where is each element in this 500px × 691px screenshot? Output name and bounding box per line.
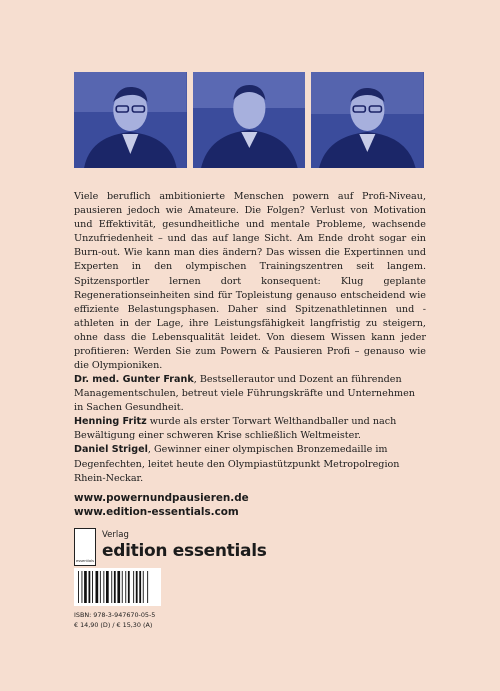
website-link-publisher[interactable]: www.edition-essentials.com xyxy=(74,506,239,518)
publisher-name: edition essentials xyxy=(102,541,267,561)
publisher-logo xyxy=(74,528,96,566)
author-photos xyxy=(74,72,424,168)
publisher-logo-text: essentials xyxy=(76,559,94,563)
blurb-text: Viele beruflich ambitionierte Menschen powern auf Profi-Niveau, pausieren jedoch wie Amateure. Die Folgen? Verlust von Motivation und Effektivität, gesundheitliche und mentale Probleme, wachsende Unzufriedenheit – und das auf lange Sicht. Am Ende droht sogar ein Burn-out. Wie kann man dies ändern? Das wissen die Expertinnen und Experten in den olympischen Trainingszentren seit langem. Spitzensportler lernen dort konsequent: Klug geplante Regenerationseinheiten sind für Topleistung genauso entscheidend wie effiziente Belastungsphasen. Daher sind Spitzenathletinnen und -athleten in der Lage, ihre Leistungsfähigkeit langfristig zu steigern, ohne dass die Lebensqualität leidet. Von diesem Wissen kann jeder profitieren: Werden Sie zum Powern & Pausieren Profi – genauso wie die Olympioniken. xyxy=(74,191,426,372)
bio-strigel xyxy=(74,443,426,485)
bio-text: , Bestsellerautor und Dozent an führenden Managementschulen, betreut viele Führungskräfte und Unternehmen in Sachen Gesundheit. xyxy=(74,374,415,414)
bio-text: , Gewinner einer olympischen Bronzemedaille im Degenfechten, leitet heute den Olympiastützpunkt Metropolregion Rhein-Neckar. xyxy=(74,444,400,484)
bio-name: Dr. med. Gunter Frank xyxy=(74,374,194,385)
author-photo-fritz xyxy=(193,72,306,168)
isbn-info xyxy=(74,610,155,630)
price: € 14,90 (D) / € 15,30 (A) xyxy=(74,621,153,629)
website-link-book[interactable]: www.powernundpausieren.de xyxy=(74,492,249,504)
author-photo-strigel xyxy=(311,72,424,168)
publisher-verlag: Verlag xyxy=(102,530,129,540)
bio-fritz xyxy=(74,415,426,443)
website-links xyxy=(74,491,249,519)
author-photo-frank xyxy=(74,72,187,168)
isbn-number: ISBN: 978-3-947670-05-5 xyxy=(74,611,156,619)
author-bios xyxy=(74,373,426,486)
bio-text: wurde als erster Torwart Welthandballer und nach Bewältigung einer schweren Krise schließlich Weltmeister. xyxy=(74,416,397,442)
bio-name: Henning Fritz xyxy=(74,416,147,428)
publisher-block xyxy=(74,528,267,566)
bio-name: Daniel Strigel xyxy=(74,444,148,456)
bio-frank xyxy=(74,373,426,415)
isbn-barcode xyxy=(74,568,161,606)
